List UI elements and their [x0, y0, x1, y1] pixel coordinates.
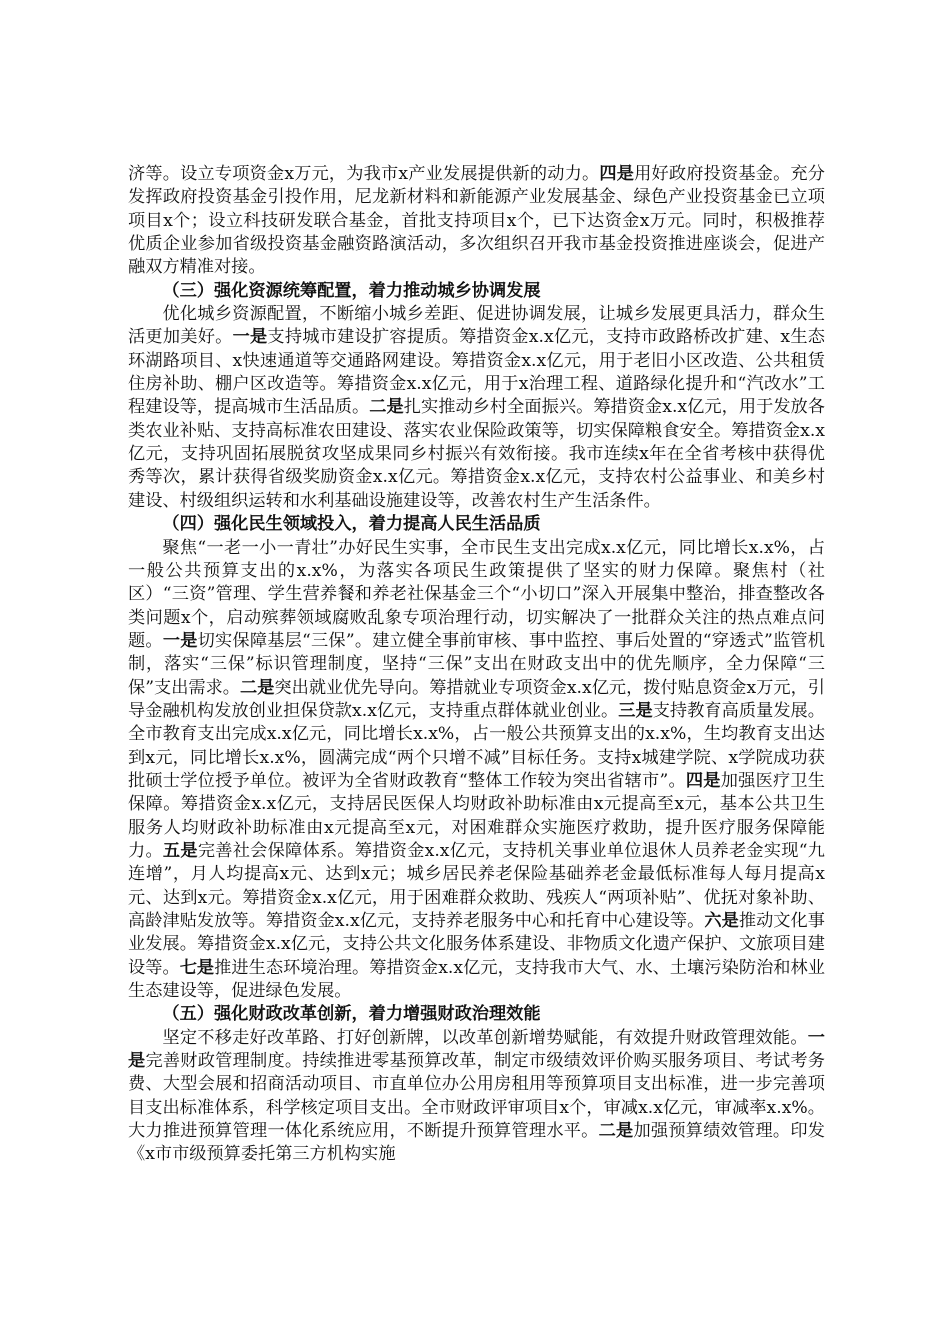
section-heading-5: （五）强化财政改革创新，着力增强财政治理效能	[162, 1004, 541, 1025]
body-paragraph	[128, 537, 825, 1004]
bold-run: 二是	[598, 1121, 634, 1142]
body-paragraph	[128, 163, 825, 280]
bold-run: 二是	[369, 397, 404, 418]
bold-run: 三是	[618, 700, 653, 721]
text-run: 支持教育高质量发展。全市教育支出完成x.x亿元，同比增长x.x%，占一般公共预算支出的x.x%，生均教育支出达到x元，同比增长x.x%，圆满完成“两个只增不减”目标任务。支持x城建学院、x学院成功获批硕士学位授予单位。被评为全省财政教育“整体工作较为突出省辖市”。	[128, 700, 825, 791]
text-run: 聚焦“一老一小一青壮”办好民生实事，全市民生支出完成x.x亿元，同比增长x.x%，占一般公共预算支出的x.x%，为落实各项民生政策提供了坚实的财力保障。聚焦村（社区）“三资”管理、学生营养餐和养老社保基金三个“小切口”深入开展集中整治，排查整改各类问题x个，启动殡葬领域腐败乱象专项治理行动，切实解决了一批群众关注的热点难点问题。	[128, 537, 825, 651]
text-run: 扎实推动乡村全面振兴。筹措资金x.x亿元，用于发放各类农业补贴、支持高标准农田建设、落实农业保险政策等，切实保障粮食安全。筹措资金x.x亿元，支持巩固拓展脱贫攻坚成果同乡村振兴有效衔接。我市连续x年在全省考核中获得优秀等次，累计获得省级奖励资金x.x亿元。筹措资金x.x亿元，支持农村公益事业、和美乡村建设、村级组织运转和水利基础设施建设等，改善农村生产生活条件。	[128, 397, 825, 511]
section-heading-4: （四）强化民生领域投入，着力提高人民生活品质	[162, 514, 541, 535]
bold-run: 五是	[162, 840, 198, 861]
text-run: 推进生态环境治理。筹措资金x.x亿元，支持我市大气、水、土壤污染防治和林业生态建设等，促进绿色发展。	[128, 957, 825, 1002]
text-run: 优化城乡资源配置，不断缩小城乡差距、促进协调发展，让城乡发展更具活力，群众生活更加美好。	[128, 304, 825, 348]
text-run: 支持城市建设扩容提质。筹措资金x.x亿元，支持市政路桥改扩建、x生态环湖路项目、x快速通道等交通路网建设。筹措资金x.x亿元，用于老旧小区改造、公共租赁住房补助、棚户区改造等。筹措资金x.x亿元，用于x治理工程、道路绿化提升和“汽改水”工程建设等，提高城市生活品质。	[128, 327, 825, 418]
text-run: 切实保障基层“三保”。建立健全事前审核、事中监控、事后处置的“穿透式”监管机制，落实“三保”标识管理制度，坚持“三保”支出在财政支出中的优先顺序，全力保障“三保”支出需求。	[128, 630, 825, 698]
text-run: 加强预算绩效管理。印发《x市市级预算委托第三方机构实施	[128, 1121, 825, 1165]
text-run: 坚定不移走好改革路、打好创新牌，以改革创新增势赋能，有效提升财政管理效能。	[162, 1027, 808, 1048]
bold-run: 二是	[240, 677, 275, 698]
bold-run: 六是	[704, 911, 739, 931]
document-page	[128, 163, 825, 1167]
text-run: 突出就业优先导向。筹措就业专项资金x.x亿元，拨付贴息资金x万元，引导金融机构发放创业担保贷款x.x亿元，支持重点群体就业创业。	[128, 677, 825, 721]
text-run: 推动文化事业发展。筹措资金x.x亿元，支持公共文化服务体系建设、非物质文化遗产保护、文旅项目建设等。	[128, 911, 825, 978]
body-paragraph	[128, 303, 825, 513]
section-heading-3: （三）强化资源统筹配置，着力推动城乡协调发展	[162, 280, 541, 301]
bold-run: 一是	[232, 327, 268, 348]
text-run: 完善社会保障体系。筹措资金x.x亿元，支持机关事业单位退休人员养老金实现“九连增”，月人均提高x元、达到x元；城乡居民养老保险基础养老金最低标准每人每月提高x元、达到x元。筹措资金x.x亿元，用于困难群众救助、残疾人“两项补贴”、优抚对象补助、高龄津贴发放等。筹措资金x.x亿元，支持养老服务中心和托育中心建设等。	[128, 840, 825, 931]
text-run: 用好政府投资基金。充分发挥政府投资基金引投作用，尼龙新材料和新能源产业发展基金、绿色产业投资基金已立项项目x个；设立科技研发联合基金，首批支持项目x个，已下达资金x万元。同时，积极推荐优质企业参加省级投资基金融资路演活动，多次组织召开我市基金投资推进座谈会，促进产融双方精准对接。	[128, 164, 825, 278]
text-run: 济等。设立专项资金x万元，为我市x产业发展提供新的动力。	[128, 164, 600, 184]
bold-run: 四是	[685, 770, 721, 791]
bold-run: 四是	[599, 164, 635, 184]
bold-run: 七是	[179, 957, 215, 978]
body-paragraph	[128, 1027, 825, 1167]
text-run: 完善财政管理制度。持续推进零基预算改革，制定市级绩效评价购买服务项目、考试考务费、大型会展和招商活动项目、市直单位办公用房租用等预算项目支出标准，进一步完善项目支出标准体系，科学核定项目支出。全市财政评审项目x个，审减x.x亿元，审减率x.x%。大力推进预算管理一体化系统应用，不断提升预算管理水平。	[128, 1051, 825, 1142]
bold-run: 一是	[162, 630, 198, 651]
bold-run: 一是	[128, 1027, 825, 1072]
text-run: 加强医疗卫生保障。筹措资金x.x亿元，支持居民医保人均财政补助标准由x元提高至x元，基本公共卫生服务人均财政补助标准由x元提高至x元，对困难群众实施医疗救助，提升医疗服务保障能力。	[128, 770, 825, 861]
